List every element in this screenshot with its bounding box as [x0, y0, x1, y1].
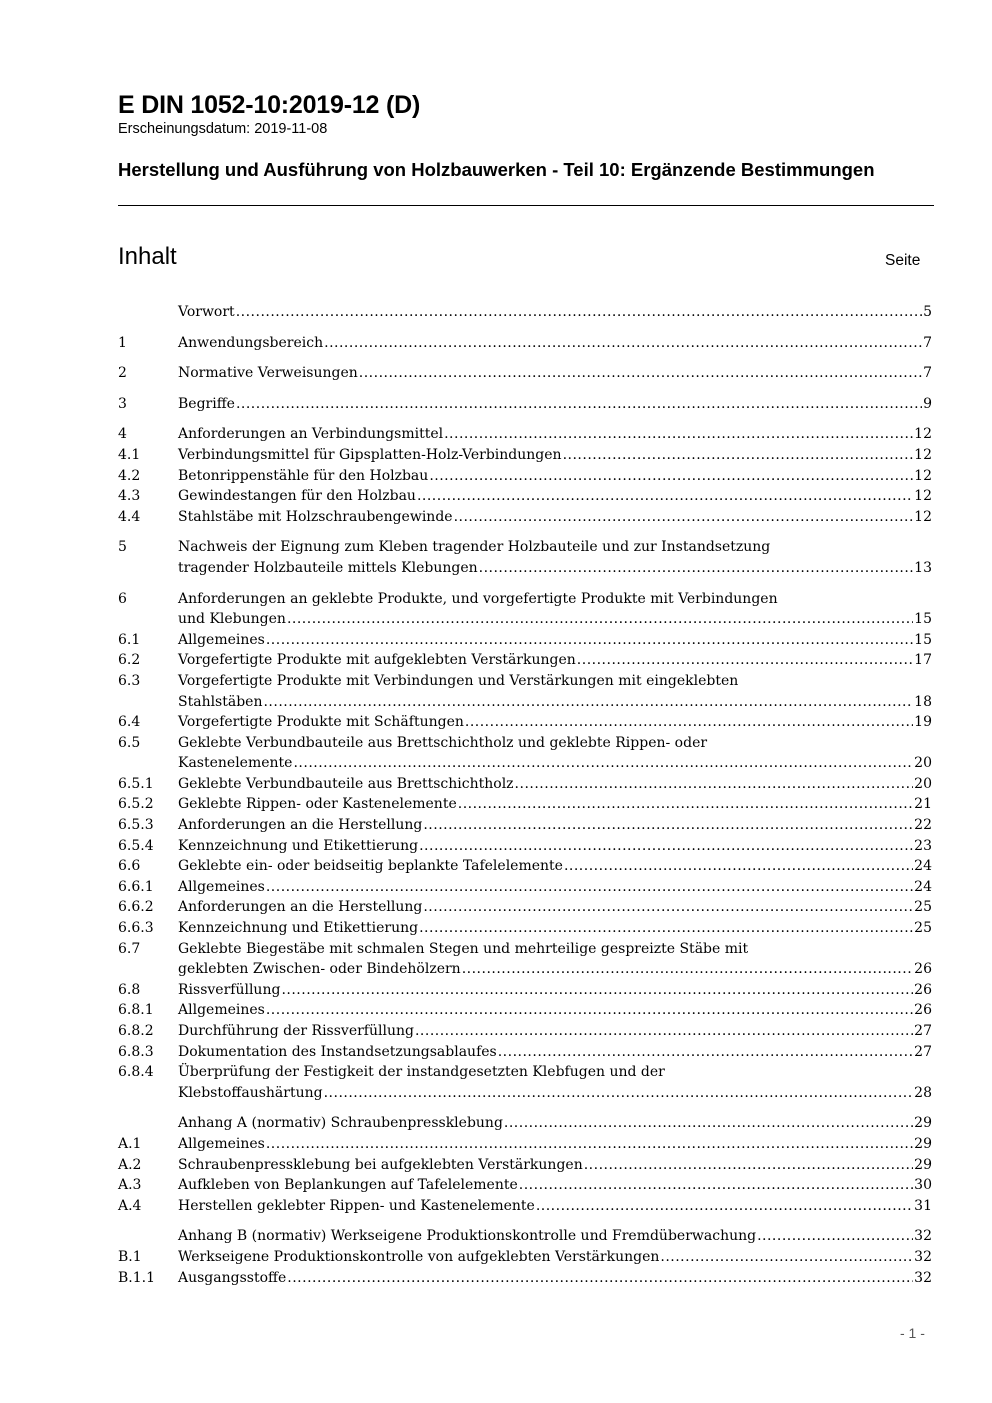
toc-entry-line — [178, 836, 932, 857]
toc-entry-title: Schraubenpressklebung bei aufgeklebten Verstärkungen — [178, 1156, 583, 1173]
toc-entry-number: 4.4 — [118, 508, 141, 525]
toc-entry-text — [178, 1196, 932, 1217]
toc-entry-text — [178, 980, 932, 1001]
document-title: Herstellung und Ausführung von Holzbauwerken - Teil 10: Ergänzende Bestimmungen — [118, 159, 875, 180]
toc-entry-number: A.4 — [118, 1197, 142, 1214]
toc-entry-title: Geklebte Biegestäbe mit schmalen Stegen und mehrteilige gespreizte Stäbe mit — [178, 940, 749, 957]
toc-entry-line — [178, 856, 932, 877]
toc-entry-text — [178, 774, 932, 795]
toc-entry-number: A.1 — [118, 1135, 142, 1152]
toc-entry-line — [178, 939, 932, 960]
toc-entry-number: 4.3 — [118, 488, 141, 505]
toc-entry-text — [178, 1021, 932, 1042]
toc-entry-page: 5 — [923, 304, 932, 320]
toc-entry-page: 20 — [914, 775, 932, 792]
toc-entry[interactable] — [118, 486, 932, 507]
toc-entry[interactable] — [118, 1268, 932, 1289]
toc-entry-line — [178, 1000, 932, 1021]
toc-dot-leader — [419, 836, 913, 857]
toc-entry-line — [178, 1247, 932, 1268]
toc-entry[interactable] — [118, 980, 932, 1001]
toc-entry[interactable] — [118, 712, 932, 733]
toc-entry-number: 6 — [118, 590, 127, 607]
toc-entry-title: Normative Verweisungen — [178, 365, 358, 382]
toc-entry-title: Vorgefertigte Produkte mit aufgeklebten Verstärkungen — [178, 652, 576, 669]
toc-dot-leader — [281, 980, 913, 1001]
toc-entry-title: Verbindungsmittel für Gipsplatten-Holz-Verbindungen — [178, 446, 562, 463]
toc-entry-line — [178, 1113, 932, 1134]
toc-entry-page: 26 — [914, 961, 932, 978]
toc-entry-text — [178, 1247, 932, 1268]
toc-entry-number: 6.5.2 — [118, 796, 154, 813]
toc-entry-page: 29 — [914, 1156, 932, 1173]
toc-entry-page: 29 — [914, 1115, 932, 1132]
toc-entry-line — [178, 486, 932, 507]
toc-entry-line — [178, 609, 932, 630]
toc-entry-title: Anforderungen an die Herstellung — [178, 899, 423, 916]
toc-entry-page: 12 — [914, 508, 932, 525]
toc-entry-text — [178, 877, 932, 898]
toc-entry-title: Stahlstäben — [178, 693, 263, 710]
toc-entry[interactable] — [118, 1247, 932, 1268]
toc-entry-line — [178, 877, 932, 898]
toc-entry-number: 4.2 — [118, 467, 141, 484]
toc-entry[interactable] — [118, 1062, 932, 1103]
toc-entry-text — [178, 1062, 932, 1103]
toc-entry-title: Anforderungen an die Herstellung — [178, 817, 423, 834]
toc-entry-line — [178, 302, 932, 323]
toc-entry-page: 32 — [914, 1269, 932, 1286]
toc-entry-page: 17 — [914, 652, 932, 669]
toc-dot-leader — [417, 486, 913, 507]
toc-entry[interactable] — [118, 918, 932, 939]
toc-entry-page: 29 — [914, 1135, 932, 1152]
toc-entry-text — [178, 466, 932, 487]
toc-entry-page: 12 — [914, 446, 932, 463]
toc-entry-number: 1 — [118, 334, 127, 351]
toc-entry-page: 7 — [923, 334, 932, 351]
toc-entry[interactable] — [118, 794, 932, 815]
toc-entry-number: 4 — [118, 426, 127, 443]
toc-entry-title: und Klebungen — [178, 611, 286, 628]
toc-entry-page: 25 — [914, 899, 932, 916]
toc-entry-title: Ausgangsstoffe — [178, 1269, 287, 1286]
toc-entry-line — [178, 1155, 932, 1176]
toc-entry-line — [178, 897, 932, 918]
toc-dot-leader — [584, 1155, 913, 1176]
toc-entry-title: Vorgefertigte Produkte mit Verbindungen und Verstärkungen mit eingeklebten — [178, 672, 739, 689]
toc-entry-text — [178, 1155, 932, 1176]
toc-entry-page: 32 — [914, 1228, 932, 1245]
toc-entry[interactable] — [118, 671, 932, 712]
toc-entry-number: 5 — [118, 539, 127, 556]
toc-entry-line — [178, 445, 932, 466]
toc-entry-line — [178, 394, 932, 415]
toc-entry-number: 6.8.3 — [118, 1043, 154, 1060]
toc-entry-line — [178, 1134, 932, 1155]
toc-entry-title: Anforderungen an geklebte Produkte, und vorgefertigte Produkte mit Verbindungen — [178, 590, 778, 607]
toc-entry-number: 3 — [118, 395, 127, 412]
toc-entry[interactable] — [118, 733, 932, 774]
toc-dot-leader — [563, 445, 914, 466]
toc-dot-leader — [577, 650, 913, 671]
toc-dot-leader — [564, 856, 913, 877]
toc-entry-title: Geklebte ein- oder beidseitig beplankte Tafelelemente — [178, 858, 563, 875]
toc-entry-page: 22 — [914, 817, 932, 834]
toc-entry-text — [178, 815, 932, 836]
toc-entry-title: Geklebte Verbundbauteile aus Brettschichtholz — [178, 775, 514, 792]
toc-entry-page: 23 — [914, 837, 932, 854]
toc-entry-text — [178, 650, 932, 671]
toc-entry-number: 6.8.4 — [118, 1064, 154, 1081]
toc-entry-number: 6.8 — [118, 981, 141, 998]
toc-entry[interactable] — [118, 856, 932, 877]
toc-entry[interactable] — [118, 630, 932, 651]
toc-entry-line — [178, 712, 932, 733]
toc-dot-leader — [324, 1083, 914, 1104]
toc-entry-title: Rissverfüllung — [178, 981, 281, 998]
toc-dot-leader — [504, 1113, 913, 1134]
toc-entry[interactable] — [118, 897, 932, 918]
toc-entry-text — [178, 630, 932, 651]
table-of-contents — [118, 302, 932, 1288]
toc-entry-text — [178, 1175, 932, 1196]
toc-entry-number: 6.4 — [118, 714, 141, 731]
toc-dot-leader — [293, 753, 913, 774]
toc-entry-number: A.2 — [118, 1156, 142, 1173]
toc-entry-line — [178, 753, 932, 774]
toc-entry-title: Aufkleben von Beplankungen auf Tafelelemente — [178, 1177, 518, 1194]
toc-dot-leader — [236, 302, 922, 323]
toc-entry-title: geklebten Zwischen- oder Bindehölzern — [178, 961, 461, 978]
toc-entry-page: 7 — [923, 365, 932, 382]
toc-entry[interactable] — [118, 333, 932, 354]
toc-entry[interactable] — [118, 445, 932, 466]
toc-entry-title: Allgemeines — [178, 1135, 265, 1152]
toc-entry[interactable] — [118, 1155, 932, 1176]
toc-entry-line — [178, 1062, 932, 1083]
toc-entry-page: 12 — [914, 467, 932, 484]
toc-dot-leader — [236, 394, 922, 415]
toc-entry[interactable] — [118, 877, 932, 898]
toc-entry-page: 27 — [914, 1023, 932, 1039]
toc-entry-line — [178, 424, 932, 445]
toc-dot-leader — [458, 794, 913, 815]
toc-entry-title: Allgemeines — [178, 631, 265, 648]
toc-entry-line — [178, 794, 932, 815]
toc-entry-number: 6.6 — [118, 858, 141, 875]
toc-entry-line — [178, 1021, 932, 1042]
toc-entry-page: 24 — [914, 858, 932, 875]
toc-entry-title: Werkseigene Produktionskontrolle von aufgeklebten Verstärkungen — [178, 1248, 660, 1265]
toc-entry-title: Überprüfung der Festigkeit der instandgesetzten Klebfugen und der — [178, 1064, 665, 1081]
toc-entry-title: Betonrippenstähle für den Holzbau — [178, 467, 429, 484]
toc-entry-line — [178, 650, 932, 671]
toc-entry-line — [178, 980, 932, 1001]
toc-entry-text — [178, 856, 932, 877]
toc-entry-text — [178, 589, 932, 630]
toc-dot-leader — [536, 1196, 913, 1217]
toc-entry-page: 19 — [914, 714, 932, 731]
toc-entry-text — [178, 394, 932, 415]
toc-dot-leader — [444, 424, 913, 445]
page-number: - 1 - — [900, 1325, 925, 1341]
toc-entry-text — [178, 1268, 932, 1289]
toc-entry-line — [178, 1083, 932, 1104]
toc-entry-text — [178, 671, 932, 712]
toc-entry-line — [178, 1226, 932, 1247]
toc-entry-number: B.1.1 — [118, 1269, 156, 1286]
toc-entry-text — [178, 363, 932, 384]
toc-entry-number: 6.5.4 — [118, 837, 154, 854]
toc-dot-leader — [423, 815, 913, 836]
toc-entry[interactable] — [118, 394, 932, 415]
toc-dot-leader — [324, 333, 922, 354]
toc-entry-line — [178, 466, 932, 487]
toc-dot-leader — [462, 959, 913, 980]
toc-entry-page: 25 — [914, 920, 932, 937]
toc-entry-line — [178, 537, 932, 558]
toc-entry[interactable] — [118, 363, 932, 384]
toc-entry-number: 4.1 — [118, 446, 141, 463]
toc-entry-line — [178, 558, 932, 579]
toc-entry-text — [178, 486, 932, 507]
toc-page-column-label: Seite — [885, 252, 921, 269]
toc-dot-leader — [266, 877, 913, 898]
toc-entry-page: 15 — [914, 611, 932, 628]
toc-entry-title: Begriffe — [178, 395, 235, 412]
toc-entry-number: 6.6.2 — [118, 899, 154, 916]
toc-entry-number: 6.6.1 — [118, 878, 154, 895]
toc-entry-line — [178, 1196, 932, 1217]
toc-entry-title: Allgemeines — [178, 1002, 265, 1019]
toc-dot-leader — [757, 1226, 913, 1247]
toc-entry-line — [178, 1268, 932, 1289]
toc-entry-page: 13 — [914, 559, 932, 576]
toc-entry-title: Dokumentation des Instandsetzungsablaufes — [178, 1043, 497, 1060]
toc-dot-leader — [419, 918, 913, 939]
toc-entry[interactable] — [118, 836, 932, 857]
toc-dot-leader — [454, 507, 914, 528]
toc-entry-text — [178, 424, 932, 445]
toc-entry[interactable] — [118, 1134, 932, 1155]
toc-entry-text — [178, 918, 932, 939]
toc-entry-line — [178, 630, 932, 651]
toc-entry-title: Anhang B (normativ) Werkseigene Produktionskontrolle und Fremdüberwachung — [178, 1228, 757, 1245]
toc-entry-title: Kastenelemente — [178, 755, 293, 772]
toc-entry-page: 15 — [914, 631, 932, 648]
toc-dot-leader — [263, 692, 913, 713]
toc-entry[interactable] — [118, 815, 932, 836]
toc-entry-line — [178, 333, 932, 354]
toc-entry[interactable] — [118, 774, 932, 795]
toc-entry-title: Anforderungen an Verbindungsmittel — [178, 426, 444, 443]
toc-entry-title: Gewindestangen für den Holzbau — [178, 488, 416, 505]
toc-entry-page: 12 — [914, 426, 932, 443]
toc-entry-page: 28 — [914, 1084, 932, 1101]
toc-dot-leader — [266, 630, 913, 651]
toc-entry-text — [178, 537, 932, 578]
toc-entry-number: 6.5 — [118, 734, 141, 751]
toc-entry-title: Vorwort — [178, 304, 235, 320]
toc-entry[interactable] — [118, 424, 932, 445]
toc-entry-number: 6.5.1 — [118, 775, 154, 792]
toc-entry[interactable] — [118, 1196, 932, 1217]
toc-dot-leader — [287, 609, 913, 630]
toc-dot-leader — [266, 1000, 913, 1021]
toc-dot-leader — [266, 1134, 913, 1155]
toc-entry-text — [178, 333, 932, 354]
toc-dot-leader — [429, 466, 913, 487]
toc-entry-number: 6.7 — [118, 940, 141, 957]
toc-entry[interactable] — [118, 537, 932, 578]
toc-entry-page: 26 — [914, 981, 932, 998]
title-divider — [118, 205, 934, 206]
toc-entry-text — [178, 733, 932, 774]
toc-entry[interactable] — [118, 650, 932, 671]
toc-entry[interactable] — [118, 1113, 932, 1134]
toc-entry-page: 12 — [914, 488, 932, 505]
toc-entry[interactable] — [118, 589, 932, 630]
toc-entry-page: 9 — [923, 395, 932, 412]
toc-entry-line — [178, 671, 932, 692]
toc-dot-leader — [287, 1268, 913, 1289]
toc-entry-number: 6.3 — [118, 672, 141, 689]
toc-entry-page: 30 — [914, 1177, 932, 1194]
toc-entry-number: 6.1 — [118, 631, 141, 648]
toc-entry-page: 21 — [914, 796, 932, 813]
toc-entry-text — [178, 712, 932, 733]
toc-entry-title: Vorgefertigte Produkte mit Schäftungen — [178, 714, 464, 731]
toc-entry[interactable] — [118, 302, 932, 323]
toc-dot-leader — [359, 363, 922, 384]
toc-dot-leader — [423, 897, 913, 918]
toc-entry[interactable] — [118, 1042, 932, 1063]
toc-entry-number: 6.2 — [118, 652, 141, 669]
toc-entry-title: Nachweis der Eignung zum Kleben tragender Holzbauteile und zur Instandsetzung — [178, 539, 771, 556]
toc-dot-leader — [479, 558, 914, 579]
toc-entry-text — [178, 794, 932, 815]
toc-dot-leader — [415, 1021, 913, 1042]
toc-entry-number: A.3 — [118, 1177, 142, 1194]
toc-entry-number: 6.8.2 — [118, 1023, 154, 1039]
toc-entry-text — [178, 302, 932, 323]
toc-entry-line — [178, 774, 932, 795]
toc-entry[interactable] — [118, 1000, 932, 1021]
toc-entry-title: Kennzeichnung und Etikettierung — [178, 920, 419, 937]
toc-entry-number: 6.6.3 — [118, 920, 154, 937]
toc-dot-leader — [660, 1247, 913, 1268]
toc-heading: Inhalt — [118, 243, 177, 270]
toc-entry-number: B.1 — [118, 1248, 142, 1265]
toc-entry-number: 2 — [118, 365, 127, 382]
toc-entry-title: Anhang A (normativ) Schraubenpressklebung — [178, 1115, 503, 1132]
toc-entry-number: 6.5.3 — [118, 817, 154, 834]
toc-entry-title: Geklebte Verbundbauteile aus Brettschichtholz und geklebte Rippen- oder — [178, 734, 708, 751]
toc-entry-line — [178, 815, 932, 836]
toc-entry-line — [178, 959, 932, 980]
toc-entry-title: Durchführung der Rissverfüllung — [178, 1023, 414, 1039]
toc-entry-page: 20 — [914, 755, 932, 772]
toc-entry-title: Klebstoffaushärtung — [178, 1084, 323, 1101]
toc-entry-page: 27 — [914, 1043, 932, 1060]
publication-date: Erscheinungsdatum: 2019-11-08 — [118, 121, 328, 137]
toc-entry-text — [178, 445, 932, 466]
toc-entry-text — [178, 836, 932, 857]
toc-entry-line — [178, 507, 932, 528]
toc-entry-text — [178, 1042, 932, 1063]
toc-entry-title: Kennzeichnung und Etikettierung — [178, 837, 419, 854]
toc-entry-text — [178, 897, 932, 918]
toc-entry[interactable] — [118, 466, 932, 487]
toc-entry-page: 26 — [914, 1002, 932, 1019]
toc-entry[interactable] — [118, 1175, 932, 1196]
toc-entry-line — [178, 733, 932, 754]
toc-entry-title: Geklebte Rippen- oder Kastenelemente — [178, 796, 457, 813]
toc-entry-text — [178, 1113, 932, 1134]
toc-entry-page: 31 — [914, 1197, 932, 1214]
toc-dot-leader — [515, 774, 914, 795]
toc-dot-leader — [498, 1042, 913, 1063]
toc-entry[interactable] — [118, 1021, 932, 1042]
toc-entry-text — [178, 939, 932, 980]
toc-entry-title: Anwendungsbereich — [178, 334, 324, 351]
toc-entry-number: 6.8.1 — [118, 1002, 154, 1019]
toc-entry-title: Herstellen geklebter Rippen- und Kastenelemente — [178, 1197, 535, 1214]
toc-entry-page: 24 — [914, 878, 932, 895]
toc-entry-line — [178, 692, 932, 713]
toc-entry-text — [178, 1226, 932, 1247]
toc-entry-text — [178, 1000, 932, 1021]
toc-entry-page: 32 — [914, 1248, 932, 1265]
toc-entry-title: Allgemeines — [178, 878, 265, 895]
toc-entry[interactable] — [118, 939, 932, 980]
toc-dot-leader — [519, 1175, 913, 1196]
toc-entry[interactable] — [118, 507, 932, 528]
toc-dot-leader — [465, 712, 913, 733]
toc-entry-page: 18 — [914, 693, 932, 710]
document-id: E DIN 1052-10:2019-12 (D) — [118, 91, 421, 119]
toc-entry-line — [178, 589, 932, 610]
toc-entry-line — [178, 363, 932, 384]
toc-entry-line — [178, 1175, 932, 1196]
toc-entry-text — [178, 1134, 932, 1155]
toc-entry-line — [178, 1042, 932, 1063]
toc-entry-title: Stahlstäbe mit Holzschraubengewinde — [178, 508, 453, 525]
toc-entry-title: tragender Holzbauteile mittels Klebungen — [178, 559, 478, 576]
toc-entry[interactable] — [118, 1226, 932, 1247]
toc-entry-text — [178, 507, 932, 528]
toc-entry-line — [178, 918, 932, 939]
